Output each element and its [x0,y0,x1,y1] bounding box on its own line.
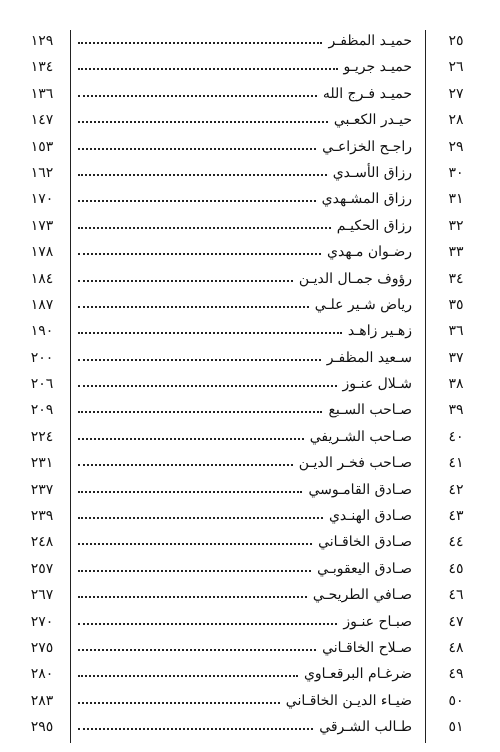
toc-row [18,294,488,320]
entry-number: ٤٦ [448,587,464,604]
dot-leader [78,253,321,255]
dot-leader [78,491,302,493]
number-column-rule [425,268,426,294]
number-column-rule [425,136,426,162]
entry-name: صبـاح عنـوز [343,613,412,630]
page-column-rule [70,663,71,689]
page-column-rule [70,426,71,452]
dot-leader [78,227,331,229]
toc-row [18,558,488,584]
entry-name: سـعيد المظفـر [326,349,412,366]
page-column-rule [70,268,71,294]
entry-name: شـلال عنـوز [342,376,412,393]
dot-leader [78,623,337,625]
entry-page-number: ١٤٧ [30,112,54,129]
entry-number: ٤٨ [448,639,464,656]
entry-name: ضرغـام البرقعـاوي [303,666,412,683]
number-column-rule [425,347,426,373]
entry-page-number: ٢٢٤ [30,428,54,445]
entry-number: ٣٣ [448,244,464,261]
entry-page-number: ٢٠٦ [30,376,54,393]
entry-number: ٥١ [448,719,464,736]
toc-row [18,399,488,425]
toc-row [18,479,488,505]
entry-number: ٤٤ [448,534,464,551]
entry-name: حميـد فـرج الله [322,85,412,102]
page-column-rule [70,56,71,82]
page-column-rule [70,690,71,716]
page-column-rule [70,83,71,109]
page-column-rule [70,30,71,56]
dot-leader [78,543,312,545]
table-of-contents [18,30,488,743]
dot-leader [78,332,342,334]
entry-page-number: ٢٧٠ [30,613,54,630]
toc-row [18,716,488,742]
entry-page-number: ١٢٩ [30,33,54,49]
dot-leader [78,280,293,282]
page-column-rule [70,584,71,610]
dot-leader [78,95,317,97]
toc-row [18,690,488,716]
toc-row [18,136,488,162]
entry-number: ٣٩ [448,402,464,419]
page-column-rule [70,136,71,162]
dot-leader [78,411,322,413]
entry-name: صـادق الهنـدي [328,508,412,525]
page-column-rule [70,611,71,637]
toc-row [18,83,488,109]
entry-page-number: ١٣٤ [30,59,54,76]
entry-number: ٤٩ [448,666,464,683]
entry-number: ٥٠ [448,692,464,709]
page-column-rule [70,188,71,214]
number-column-rule [425,373,426,399]
number-column-rule [425,215,426,241]
entry-name: طـالب الشـرقي [319,719,412,736]
number-column-rule [425,637,426,663]
dot-leader [78,438,304,440]
number-column-rule [425,558,426,584]
number-column-rule [425,479,426,505]
entry-name: صـادق الخاقـاني [318,534,412,551]
page-column-rule [70,637,71,663]
dot-leader [78,517,323,519]
entry-page-number: ٢٨٠ [30,666,54,683]
toc-row [18,30,488,56]
number-column-rule [425,452,426,478]
dot-leader [78,464,293,466]
entry-page-number: ٢٥٧ [30,560,54,577]
entry-number: ٢٦ [448,59,464,76]
entry-page-number: ١٥٣ [30,138,54,155]
entry-number: ٣٦ [448,323,464,340]
dot-leader [78,570,311,572]
entry-number: ٣٠ [448,164,464,181]
entry-number: ٣١ [448,191,464,208]
page-column-rule [70,241,71,267]
number-column-rule [425,611,426,637]
number-column-rule [425,320,426,346]
toc-row [18,505,488,531]
entry-name: رزاق المشـهدي [321,191,412,208]
entry-name: رضـوان مـهدي [327,244,412,261]
entry-number: ٣٤ [448,270,464,287]
entry-name: صـاحب السـبع [328,402,412,419]
entry-name: راجـح الخزاعـي [322,138,412,155]
entry-page-number: ١٨٤ [30,270,54,287]
page-column-rule [70,373,71,399]
entry-name: صـلاح الخاقـاني [322,639,412,656]
page-column-rule [70,505,71,531]
entry-page-number: ١٨٧ [30,296,54,313]
entry-name: رياض شـير علـي [314,296,412,313]
dot-leader [78,649,316,651]
toc-row [18,268,488,294]
number-column-rule [425,399,426,425]
entry-number: ٤١ [448,455,464,472]
number-column-rule [425,531,426,557]
entry-page-number: ٢٦٧ [30,587,54,604]
entry-page-number: ١٧٣ [30,217,54,234]
entry-number: ٤٠ [448,428,464,445]
entry-number: ٤٣ [448,508,464,525]
number-column-rule [425,241,426,267]
entry-name: صـاحب الشـريفي [309,428,412,445]
dot-leader [78,728,313,730]
entry-page-number: ٢٠٠ [30,349,54,366]
dot-leader [78,68,338,70]
number-column-rule [425,663,426,689]
page-column-rule [70,109,71,135]
page-column-rule [70,399,71,425]
dot-leader [78,702,280,704]
number-column-rule [425,716,426,742]
entry-name: رزاق الأسـدي [332,164,412,181]
entry-number: ٤٥ [448,560,464,577]
entry-number: ٤٢ [448,481,464,498]
page-column-rule [70,558,71,584]
entry-number: ٢٩ [448,138,464,155]
entry-number: ٢٥ [448,33,464,49]
page-column-rule [70,320,71,346]
number-column-rule [425,426,426,452]
entry-page-number: ٢٨٣ [30,692,54,709]
number-column-rule [425,505,426,531]
page-column-rule [70,162,71,188]
toc-row [18,373,488,399]
entry-name: صـافي الطريحـي [312,587,412,604]
entry-page-number: ٢٠٩ [30,402,54,419]
page-column-rule [70,347,71,373]
dot-leader [78,174,327,176]
entry-name: صـاحب فخـر الديـن [298,455,412,472]
number-column-rule [425,56,426,82]
number-column-rule [425,30,426,56]
dot-leader [78,121,328,123]
number-column-rule [425,188,426,214]
entry-name: زهـير زاهـد [347,323,412,340]
entry-number: ٣٢ [448,217,464,234]
entry-number: ٣٨ [448,376,464,393]
toc-row [18,611,488,637]
entry-page-number: ٢٣٩ [30,508,54,525]
entry-number: ٢٨ [448,112,464,129]
entry-name: حميـد جريـو [343,59,412,76]
page-column-rule [70,716,71,742]
number-column-rule [425,83,426,109]
toc-row [18,663,488,689]
toc-row [18,426,488,452]
page-column-rule [70,479,71,505]
toc-row [18,188,488,214]
dot-leader [78,675,298,677]
dot-leader [78,200,316,202]
toc-row [18,452,488,478]
entry-page-number: ١٦٢ [30,164,54,181]
number-column-rule [425,584,426,610]
number-column-rule [425,162,426,188]
number-column-rule [425,109,426,135]
entry-name: صـادق القامـوسي [308,481,412,498]
entry-page-number: ٢٩٥ [30,719,54,736]
page-column-rule [70,531,71,557]
entry-page-number: ١٧٨ [30,244,54,261]
entry-page-number: ١٣٦ [30,85,54,102]
entry-name: رؤوف جمـال الديـن [298,270,412,287]
entry-number: ٣٧ [448,349,464,366]
page-column-rule [70,215,71,241]
entry-name: حيـدر الكعـبي [333,112,412,129]
toc-row [18,320,488,346]
dot-leader [78,148,316,150]
toc-row [18,162,488,188]
entry-page-number: ٢٣١ [30,455,54,472]
dot-leader [78,385,337,387]
entry-page-number: ٢٤٨ [30,534,54,551]
number-column-rule [425,690,426,716]
entry-number: ٣٥ [448,296,464,313]
toc-row [18,109,488,135]
entry-page-number: ١٧٠ [30,191,54,208]
dot-leader [78,42,322,44]
entry-page-number: ١٩٠ [30,323,54,340]
toc-row [18,347,488,373]
dot-leader [78,306,309,308]
toc-row [18,531,488,557]
entry-page-number: ٢٧٥ [30,639,54,656]
entry-name: ضيـاء الديـن الخاقـاني [285,692,412,709]
entry-number: ٤٧ [448,613,464,630]
entry-page-number: ٢٣٧ [30,481,54,498]
entry-number: ٢٧ [448,85,464,102]
toc-row [18,584,488,610]
toc-row [18,241,488,267]
page-column-rule [70,294,71,320]
toc-row [18,215,488,241]
dot-leader [78,596,307,598]
dot-leader [78,359,321,361]
entry-name: صـادق اليعقوبـي [317,560,412,577]
toc-row [18,56,488,82]
entry-name: حميـد المظفـر [328,33,412,49]
toc-row [18,637,488,663]
number-column-rule [425,294,426,320]
page-column-rule [70,452,71,478]
entry-name: رزاق الحكيـم [336,217,412,234]
